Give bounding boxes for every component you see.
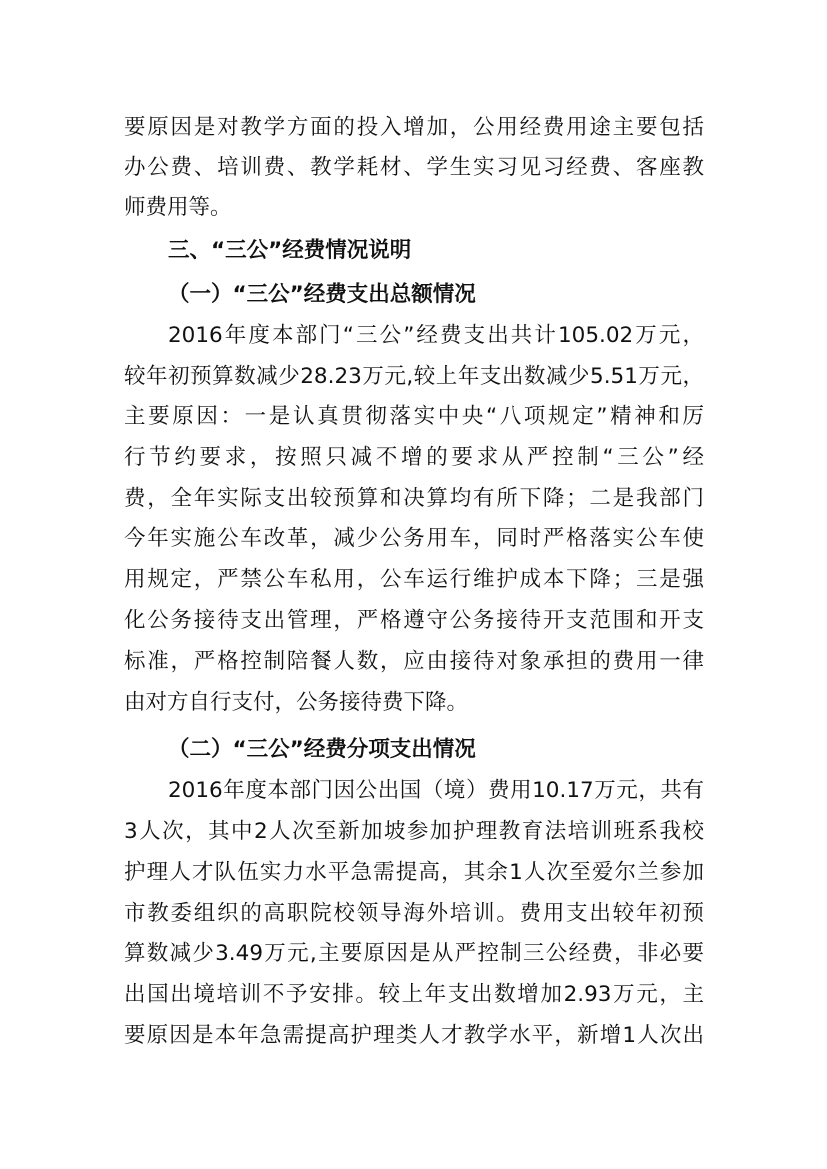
text-line: 2016年度本部门因公出国（境）费用10.17万元，共有 xyxy=(168,778,704,803)
text-line: 标准，严格控制陪餐人数，应由接待对象承担的费用一律 xyxy=(124,649,704,674)
text-line: 较年初预算数减少28.23万元,较上年支出数减少5.51万元， xyxy=(124,364,704,389)
text-line: 由对方自行支付，公务接待费下降。 xyxy=(124,690,469,715)
text-line: 用规定，严禁公车私用，公车运行维护成本下降；三是强 xyxy=(124,567,704,592)
text-line: 行节约要求，按照只减不增的要求从严控制“三公”经 xyxy=(124,445,704,470)
subsection-heading: （一）“三公”经费支出总额情况 xyxy=(168,282,476,307)
text-line: 化公务接待支出管理，严格遵守公务接待开支范围和开支 xyxy=(124,608,704,633)
text-line: 办公费、培训费、教学耗材、学生实习见习经费、客座教 xyxy=(124,155,704,180)
text-line: 今年实施公车改革，减少公务用车，同时严格落实公车使 xyxy=(124,526,704,551)
text-line: 要原因是本年急需提高护理类人才教学水平，新增1人次出 xyxy=(124,1023,704,1048)
text-line: 师费用等。 xyxy=(124,195,232,220)
text-line: 护理人才队伍实力水平急需提高，其余1人次至爱尔兰参加 xyxy=(124,860,704,885)
section-heading: 三、“三公”经费情况说明 xyxy=(168,238,412,263)
text-line: 市教委组织的高职院校领导海外培训。费用支出较年初预 xyxy=(124,901,704,926)
text-line: 算数减少3.49万元,主要原因是从严控制三公经费，非必要 xyxy=(124,941,704,966)
text-line: 2016年度本部门“三公”经费支出共计105.02万元， xyxy=(168,323,704,348)
text-line: 出国出境培训不予安排。较上年支出数增加2.93万元，主 xyxy=(124,982,704,1007)
subsection-heading: （二）“三公”经费分项支出情况 xyxy=(168,737,476,762)
text-line: 要原因是对教学方面的投入增加，公用经费用途主要包括 xyxy=(124,115,704,140)
text-line: 费，全年实际支出较预算和决算均有所下降；二是我部门 xyxy=(124,486,704,511)
text-line: 3人次，其中2人次至新加坡参加护理教育法培训班系我校 xyxy=(124,819,704,844)
text-line: 主要原因：一是认真贯彻落实中央“八项规定”精神和厉 xyxy=(124,404,704,429)
